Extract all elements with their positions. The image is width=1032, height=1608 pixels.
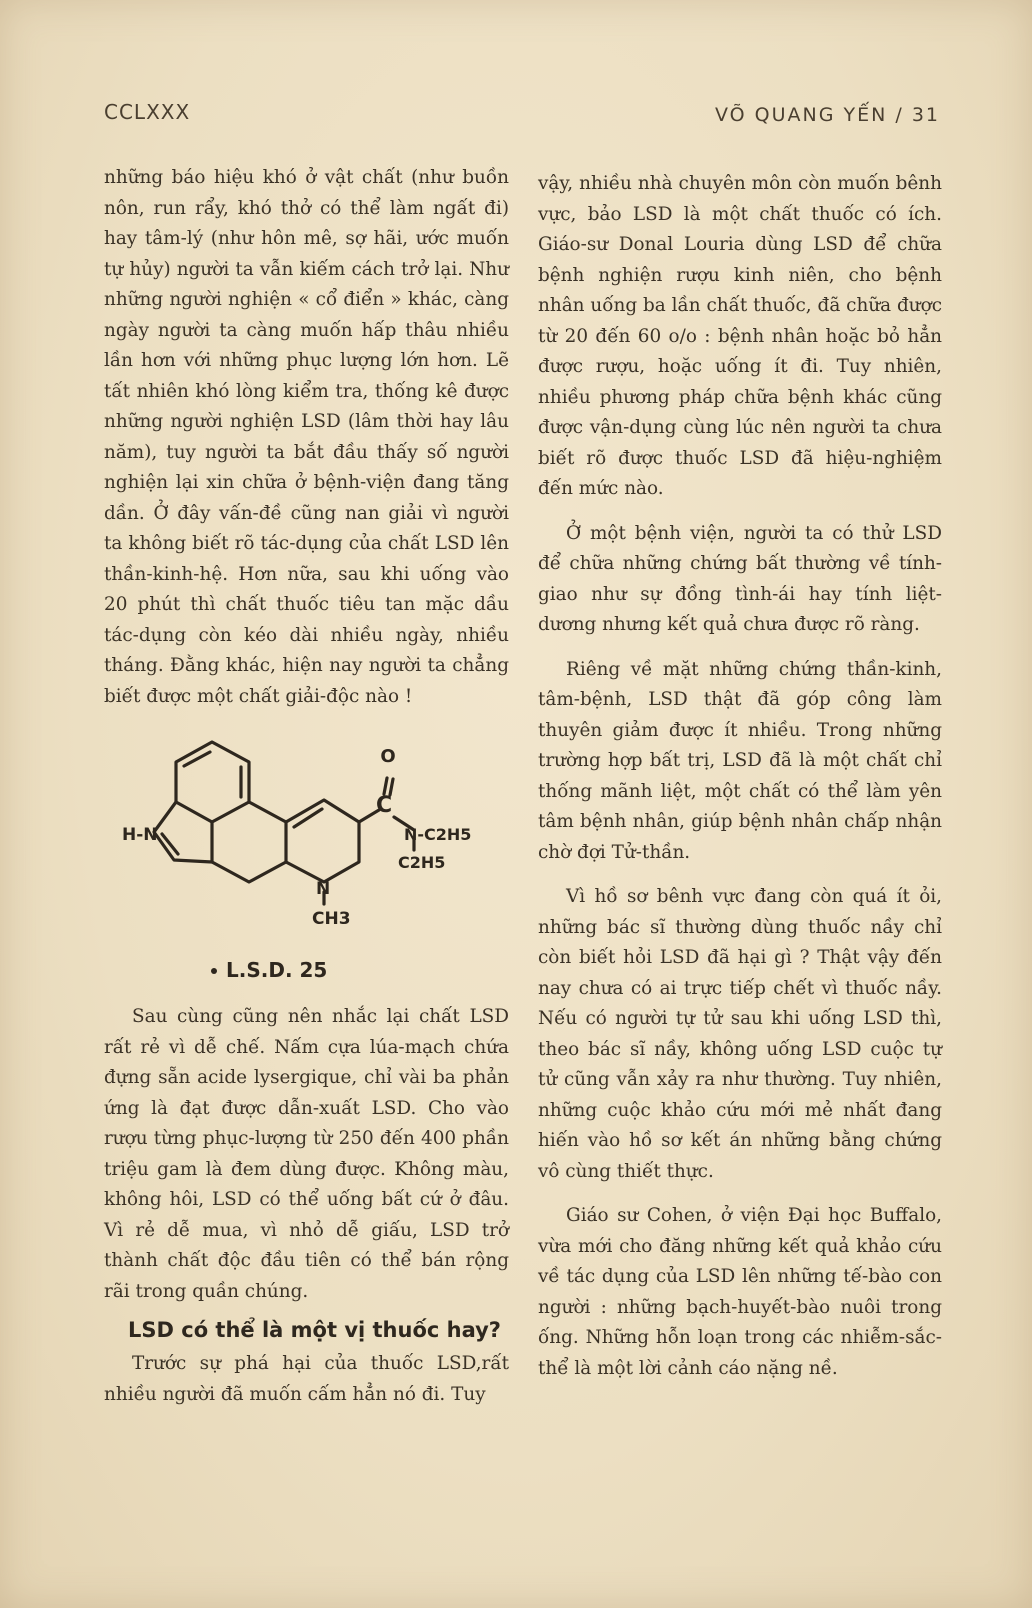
right-paragraph-2: Ở một bệnh viện, người ta có thử LSD để chữa những chứng bất thường về tính-giao như sự đồng tình-ái hay tính liệt-dương nhưng kết quả chưa được rõ ràng. bbox=[538, 522, 942, 635]
right-paragraph-3: Riêng về mặt những chứng thần-kinh, tâm-bệnh, LSD thật đã góp công làm thuyên giảm được ít nhiều. Trong những trường hợp bất trị, LSD đã là một chất chỉ thống mãnh liệt, một chất có thể làm yên tâm bệnh nhân, giúp bệnh nhân chấp nhận chờ đợi Tử-thần. bbox=[538, 658, 942, 863]
n-ethyl-label: N-C2H5 bbox=[404, 825, 472, 844]
left-paragraph-3: Trước sự phá hại của thuốc LSD,rất nhiều người đã muốn cấm hẳn nó đi. Tuy bbox=[104, 1353, 509, 1405]
middle-ring bbox=[212, 802, 286, 882]
atom-o-label: O bbox=[380, 746, 396, 767]
left-paragraph-1: những báo hiệu khó ở vật chất (như buồn nôn, run rẩy, khó thở có thể làm ngất đi) hay tâm-lý (như hôn mê, sợ hãi, ước muốn tự hủy) người ta vẫn kiếm cách trở lại. Như những người nghiện « cổ điển » khác, càng ngày người ta càng muốn hấp thâu nhiều lần hơn với những phục lượng lớn hơn. Lẽ tất nhiên khó lòng kiểm tra, thống kê được những người nghiện LSD (lâm thời hay lâu năm), tuy người ta bắt đầu thấy số người nghiện lại xin chữa ở bệnh-viện đang tăng dần. Ở đây vấn-đề cũng nan giải vì người ta không biết rõ tác-dụng của chất LSD lên thần-kinh-hệ. Hơn nữa, sau khi uống vào 20 phút thì chất thuốc tiêu tan mặc dầu tác-dụng còn kéo dài nhiều ngày, nhiều tháng. Đằng khác, hiện nay người ta chẳng biết được một chất giải-độc nào ! bbox=[104, 167, 509, 707]
figure-caption: L.S.D. 25 bbox=[226, 958, 328, 982]
section-number: CCLXXX bbox=[104, 100, 191, 124]
pyrrole-ring bbox=[154, 802, 212, 862]
hn-label: H-N bbox=[122, 825, 158, 845]
right-paragraph-5: Giáo sư Cohen, ở viện Đại học Buffalo, vừa mới cho đăng những kết quả khảo cứu về tác dụng của LSD lên những tế-bào con người : những bạch-huyết-bào nuôi trong ống. Những hỗn loạn trong các nhiễm-sắc-thể là một lời cảnh cáo nặng nề. bbox=[538, 1205, 942, 1379]
methyl-label: CH3 bbox=[312, 909, 351, 929]
right-ring bbox=[286, 800, 359, 882]
atom-c-label: C bbox=[376, 793, 393, 818]
running-header: VÕ QUANG YẾN / 31 bbox=[715, 104, 940, 126]
lsd-molecule-diagram bbox=[104, 712, 509, 1002]
lsd-structure-figure bbox=[104, 712, 509, 1002]
section-heading: LSD có thể là một vị thuốc hay? bbox=[128, 1318, 501, 1342]
right-paragraph-4: Vì hồ sơ bênh vực đang còn quá ít ỏi, những bác sĩ thường dùng thuốc nầy chỉ còn biết hỏi LSD đã hại gì ? Thật vậy đến nay chưa có ai trực tiếp chết vì thuốc nầy. Nếu có người tự tử sau khi uống LSD thì, theo bác sĩ nầy, không uống LSD cuộc tự tử cũng vẫn xảy ra như thường. Tuy nhiên, những cuộc khảo cứu mới mẻ nhất đang hiến vào hồ sơ kết án những bằng chứng vô cùng thiết thực. bbox=[538, 886, 942, 1182]
left-paragraph-2: Sau cùng cũng nên nhắc lại chất LSD rất rẻ vì dễ chế. Nấm cựa lúa-mạch chứa đựng sẵn acide lysergique, chỉ vài ba phản ứng là đạt được dẫn-xuất LSD. Cho vào rượu từng phục-lượng từ 250 đến 400 phần triệu gam là đem dùng được. Không màu, không hôi, LSD có thể uống bất cứ ở đâu. Vì rẻ dễ mua, vì nhỏ dễ giấu, LSD trở thành chất độc đầu tiên có thể bán rộng rãi trong quần chúng. bbox=[104, 1006, 509, 1302]
benzene-ring bbox=[176, 742, 249, 822]
right-column bbox=[538, 169, 942, 1384]
right-paragraph-1: vậy, nhiều nhà chuyên môn còn muốn bênh vực, bảo LSD là một chất thuốc có ích. Giáo-sư Donal Louria dùng LSD để chữa bệnh nghiện rượu kinh niên, cho bệnh nhân uống ba lần chất thuốc, đã chữa được từ 20 đến 60 o/o : bệnh nhân hoặc bỏ hẳn được rượu, hoặc uống ít đi. Tuy nhiên, nhiều phương pháp chữa bệnh khác cũng được vận-dụng cùng lúc nên người ta chưa biết rõ được thuốc LSD đã hiệu-nghiệm đến mức nào. bbox=[538, 173, 942, 499]
left-column bbox=[104, 163, 509, 1410]
ethyl-label: C2H5 bbox=[398, 853, 446, 872]
ring-n-label: N bbox=[316, 879, 331, 899]
